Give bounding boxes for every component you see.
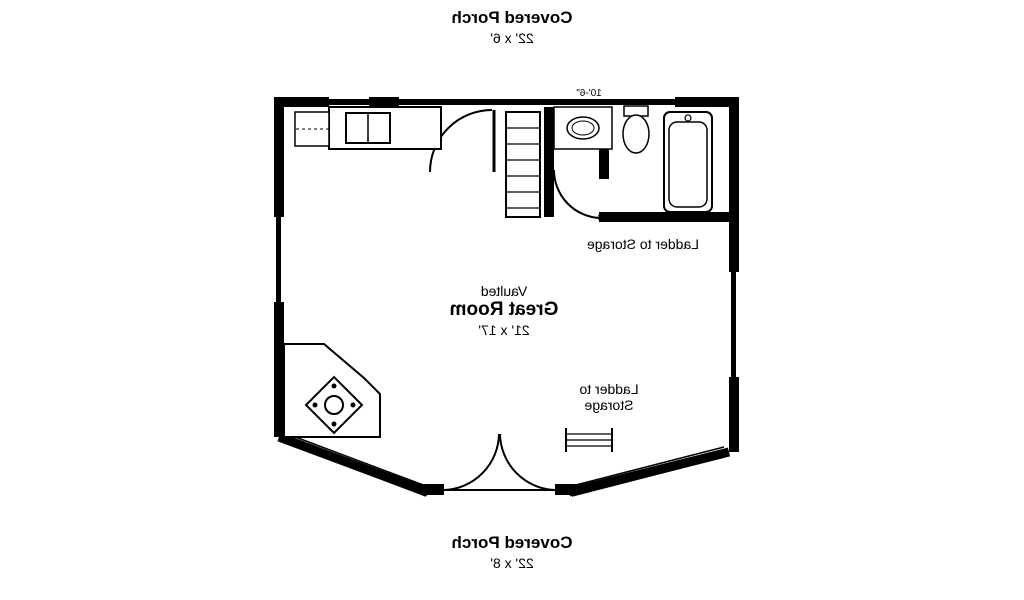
- annotation-ladder-left: [549, 381, 669, 413]
- porch-bottom-name: Covered Porch: [451, 533, 573, 552]
- annotation-ladder-left-line2: Storage: [584, 397, 634, 414]
- great-room-name: Great Room: [449, 299, 559, 321]
- room-label-porch-top: [0, 8, 1024, 46]
- porch-top-name: Covered Porch: [451, 8, 573, 27]
- annotation-ladder-left-line1: Ladder to: [579, 381, 639, 397]
- great-room-prefix: Vaulted: [480, 283, 528, 299]
- annotation-bath-dimension: 10'-6": [576, 88, 602, 99]
- great-room-dims: 21' x 17': [478, 321, 530, 338]
- annotation-ladder-top: Ladder to Storage: [586, 236, 699, 252]
- room-label-porch-bottom: [0, 533, 1024, 571]
- room-label-great-room: [379, 283, 629, 338]
- porch-bottom-dims: 22' x 8': [490, 554, 534, 571]
- porch-top-dims: 22' x 6': [490, 29, 534, 46]
